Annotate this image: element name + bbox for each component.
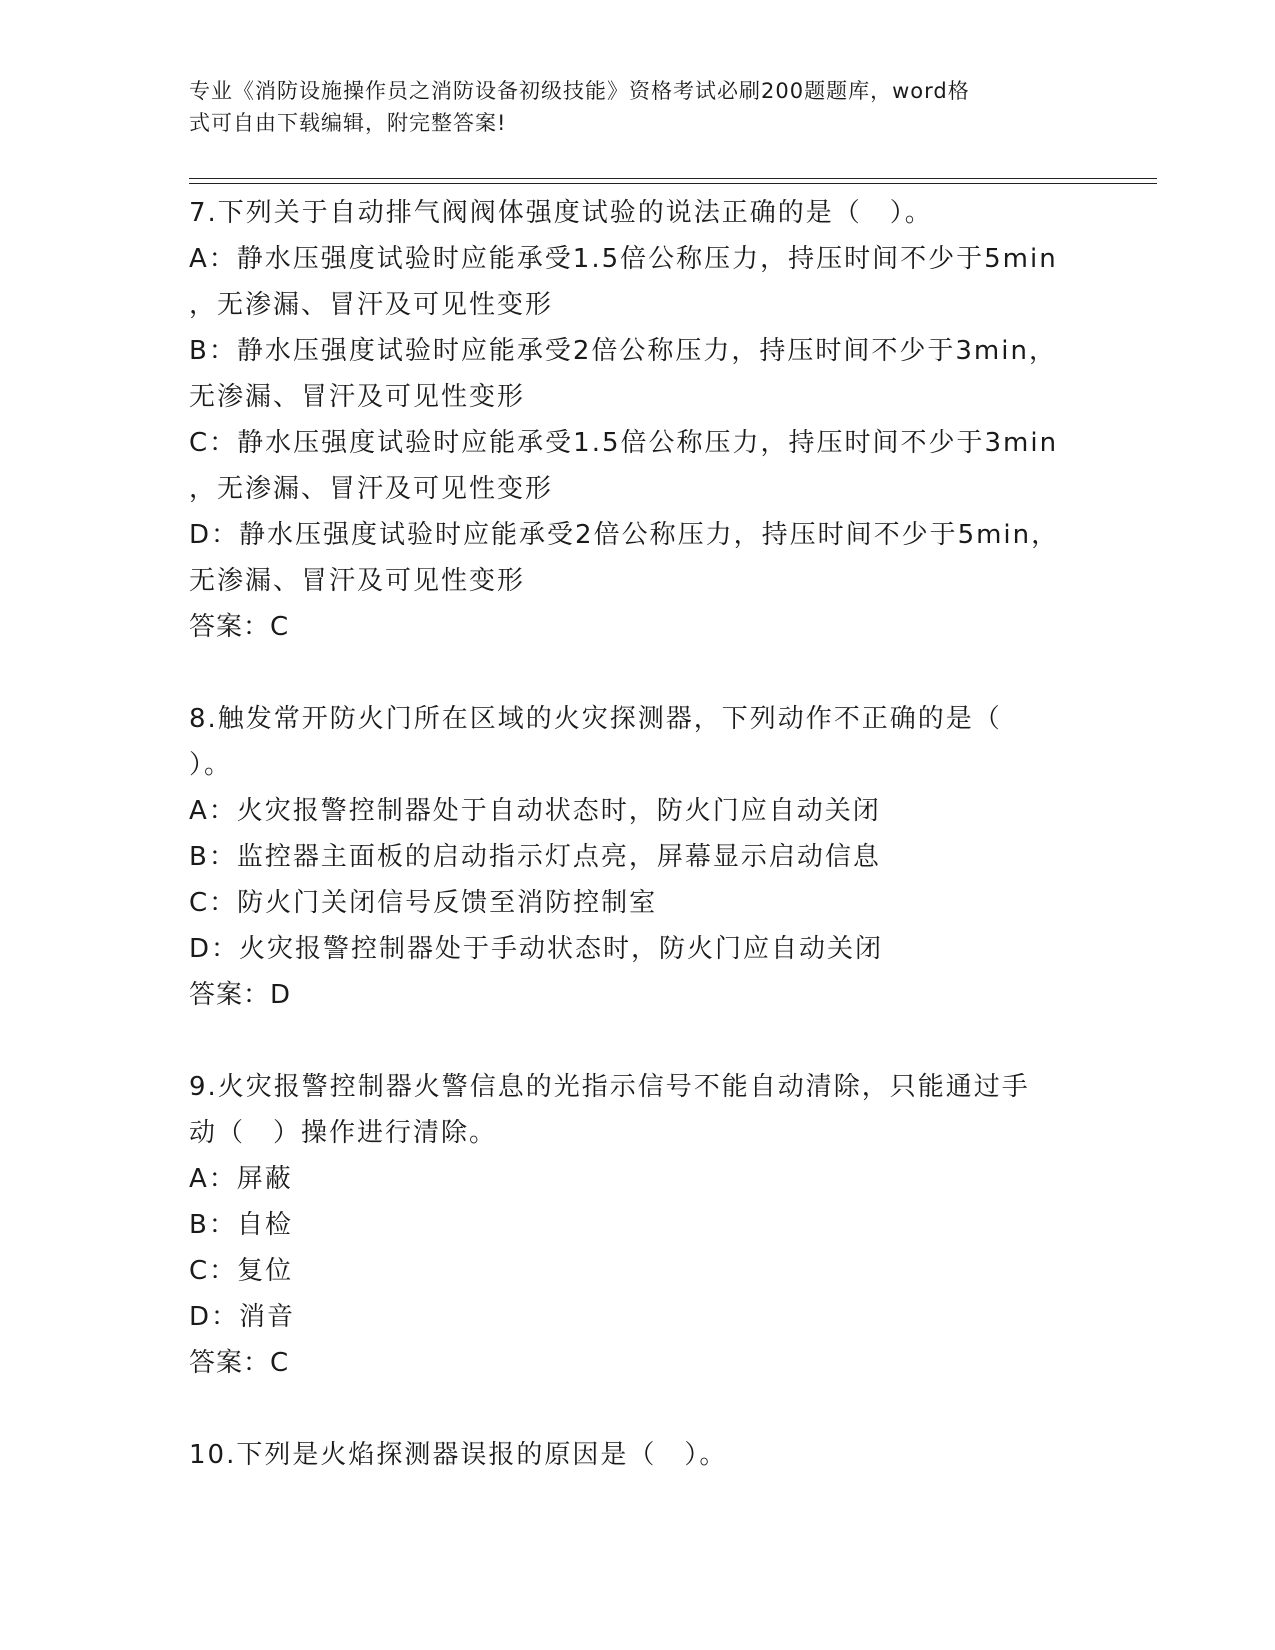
spacer	[189, 1386, 1089, 1432]
option-c-continued: ，无渗漏、冒汗及可见性变形	[189, 474, 554, 504]
question-text-continued: ）。	[189, 750, 233, 780]
answer: 答案：D	[189, 980, 292, 1010]
header-line-2: 式可自由下载编辑，附完整答案!	[189, 111, 507, 135]
document-header	[189, 75, 1069, 139]
question-7	[189, 190, 1089, 650]
question-10	[189, 1432, 1089, 1478]
option-d-continued: 无渗漏、冒汗及可见性变形	[189, 566, 526, 596]
option-c: C：复位	[189, 1256, 294, 1286]
option-b: B：自检	[189, 1210, 293, 1240]
option-a-continued: ，无渗漏、冒汗及可见性变形	[189, 290, 554, 320]
option-c: C：防火门关闭信号反馈至消防控制室	[189, 888, 658, 918]
option-d: D：消音	[189, 1302, 296, 1332]
question-text: 9.火灾报警控制器火警信息的光指示信号不能自动清除，只能通过手	[189, 1072, 1030, 1102]
option-c: C：静水压强度试验时应能承受1.5倍公称压力，持压时间不少于3min	[189, 428, 1059, 458]
question-list	[189, 190, 1089, 1478]
answer: 答案：C	[189, 612, 290, 642]
header-divider-top	[189, 178, 1157, 179]
answer: 答案：C	[189, 1348, 290, 1378]
question-8	[189, 696, 1089, 1018]
header-divider-bottom	[189, 183, 1157, 184]
option-d: D：火灾报警控制器处于手动状态时，防火门应自动关闭	[189, 934, 884, 964]
question-text-continued: 动（ ）操作进行清除。	[189, 1118, 498, 1148]
option-a: A：火灾报警控制器处于自动状态时，防火门应自动关闭	[189, 796, 881, 826]
question-text: 10.下列是火焰探测器误报的原因是（ ）。	[189, 1440, 728, 1470]
option-a: A：屏蔽	[189, 1164, 293, 1194]
option-b: B：静水压强度试验时应能承受2倍公称压力，持压时间不少于3min，	[189, 336, 1057, 366]
question-text: 8.触发常开防火门所在区域的火灾探测器，下列动作不正确的是（	[189, 704, 1002, 734]
question-text: 7.下列关于自动排气阀阀体强度试验的说法正确的是（ ）。	[189, 198, 933, 228]
option-b-continued: 无渗漏、冒汗及可见性变形	[189, 382, 526, 412]
header-line-1: 专业《消防设施操作员之消防设备初级技能》资格考试必刷200题题库，word格	[189, 79, 970, 103]
option-d: D：静水压强度试验时应能承受2倍公称压力，持压时间不少于5min，	[189, 520, 1060, 550]
spacer	[189, 650, 1089, 696]
spacer	[189, 1018, 1089, 1064]
option-a: A：静水压强度试验时应能承受1.5倍公称压力，持压时间不少于5min	[189, 244, 1058, 274]
option-b: B：监控器主面板的启动指示灯点亮，屏幕显示启动信息	[189, 842, 881, 872]
question-9	[189, 1064, 1089, 1386]
